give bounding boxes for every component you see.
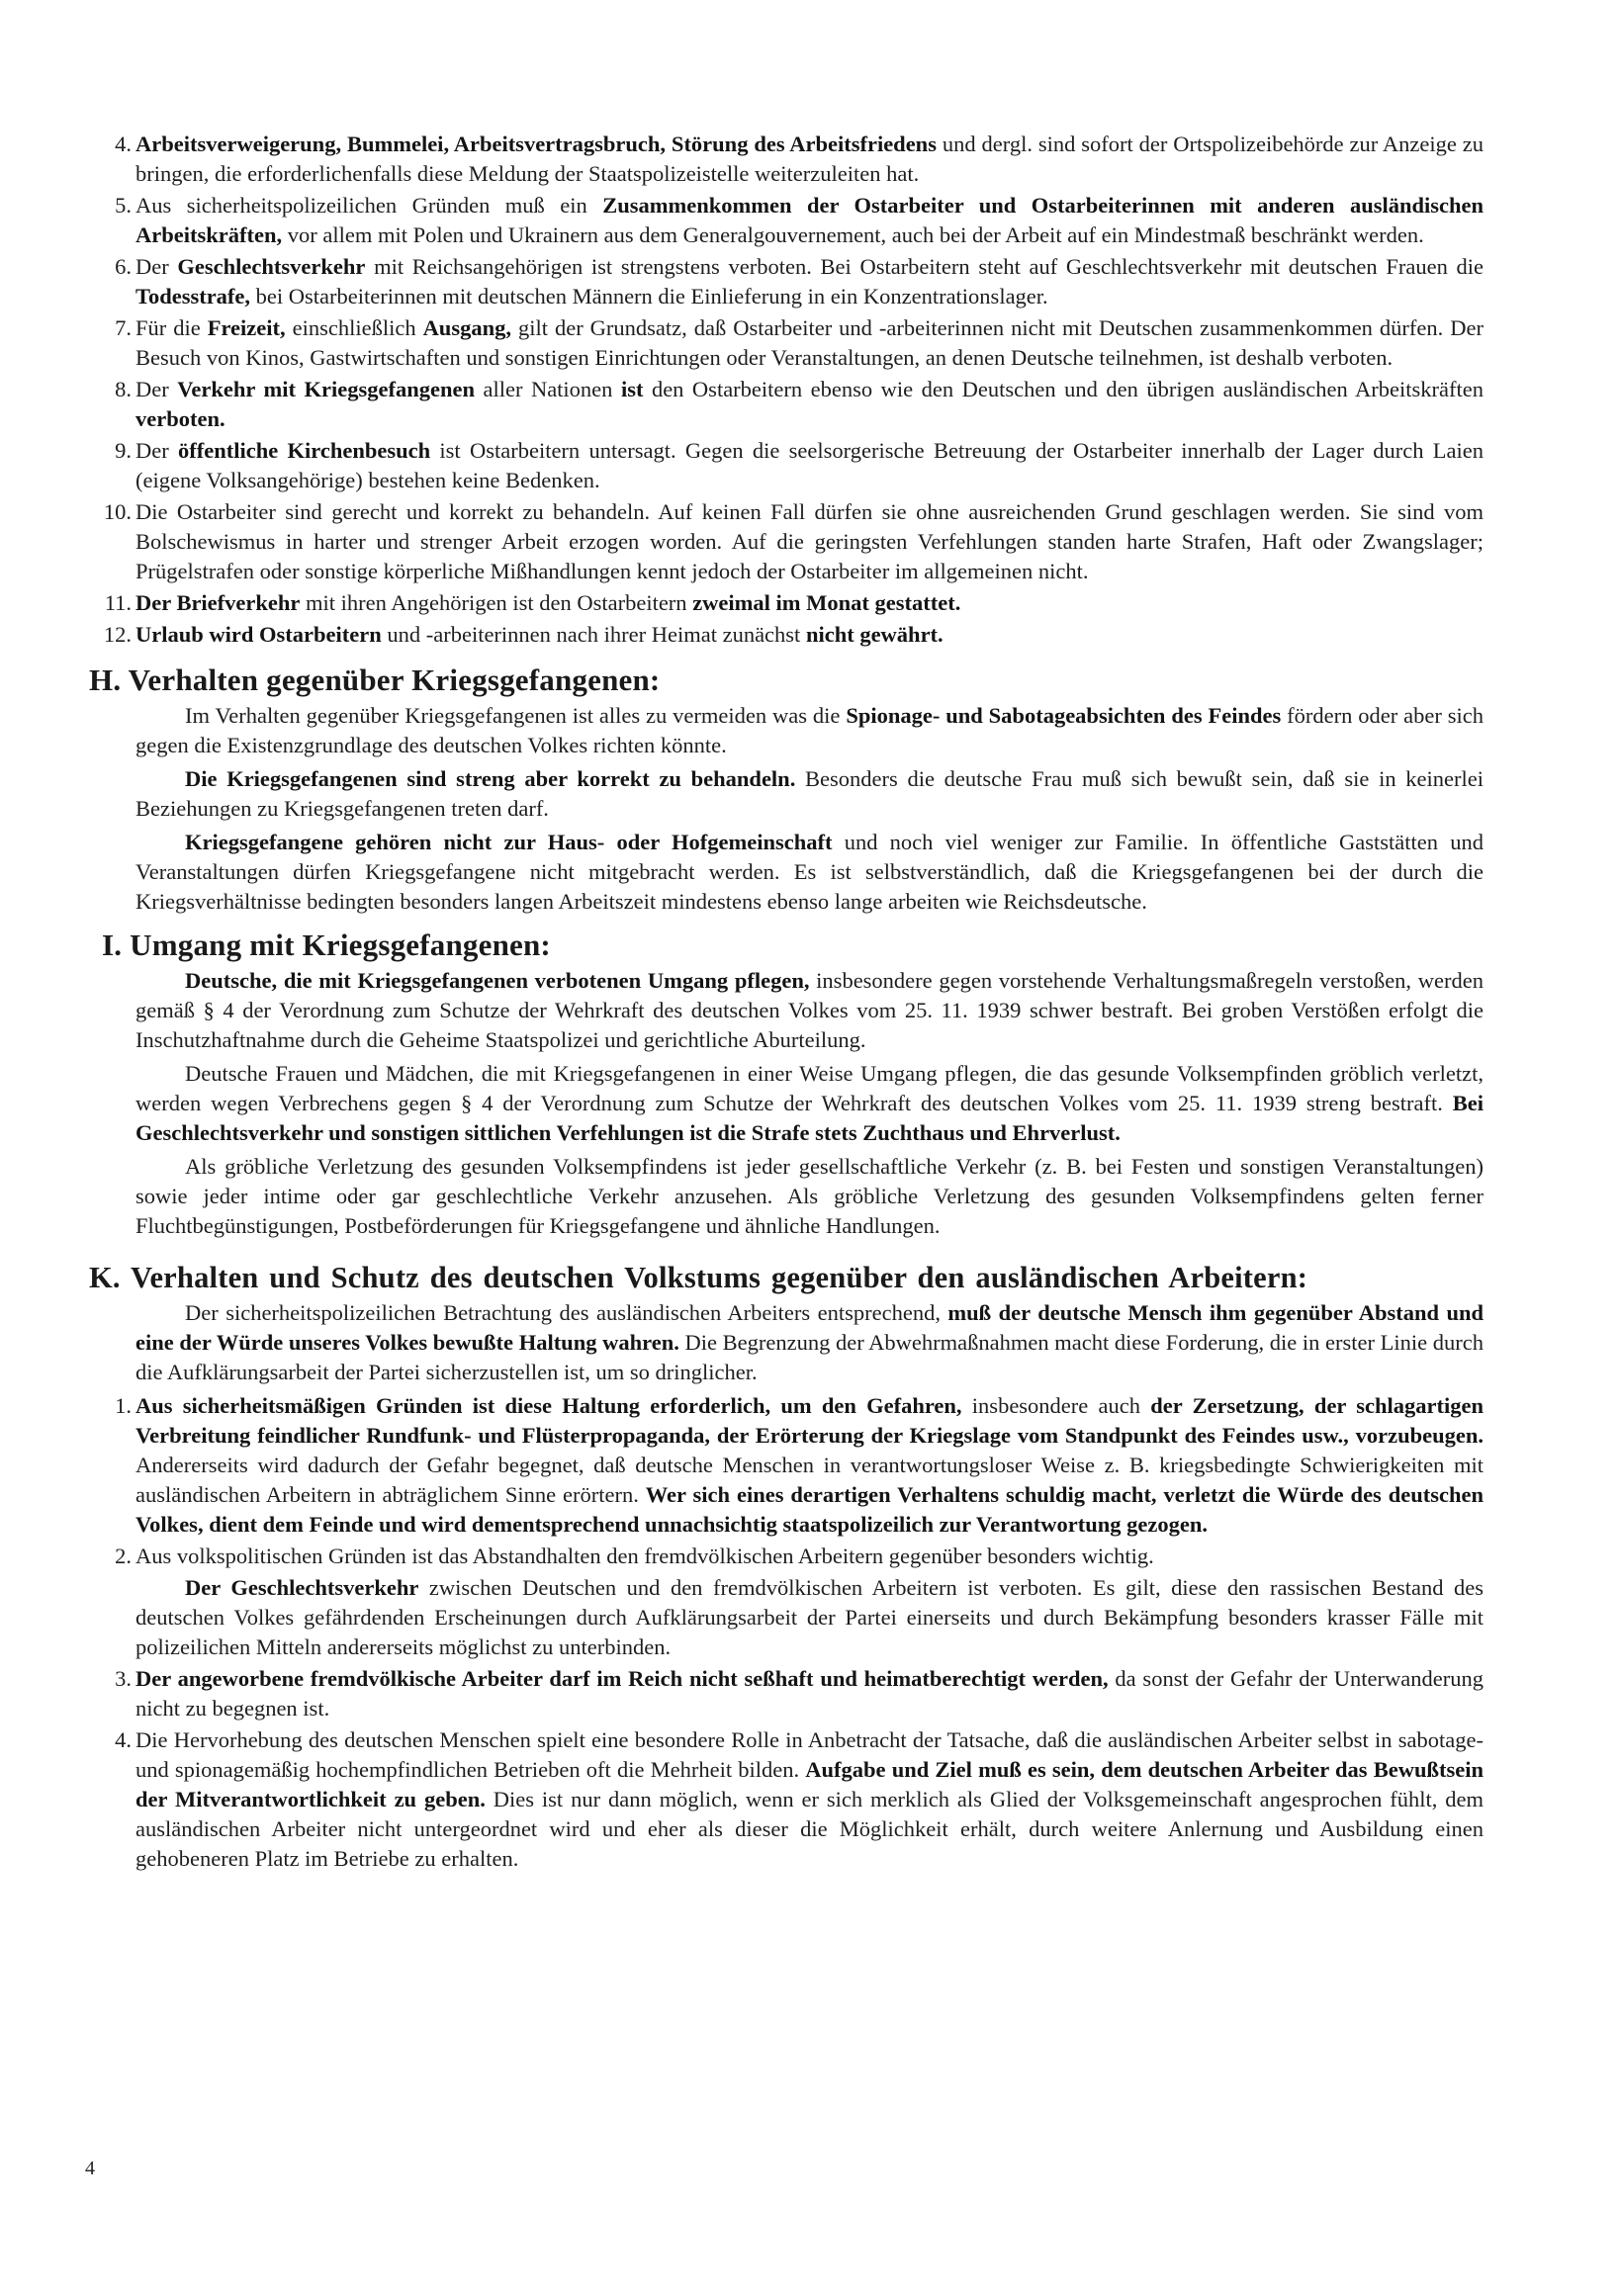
- section-k-heading: K. Verhalten und Schutz des deutschen Volkstums gegenüber den ausländischen Arbeitern:: [89, 1261, 1308, 1294]
- text-run: und -arbeiterinnen nach ihrer Heimat zunächst: [381, 622, 806, 647]
- section-k-intro: [97, 1298, 1484, 1387]
- text-column: [89, 130, 1484, 1876]
- paragraph: [97, 701, 1484, 760]
- text-run: Die Hervorhebung des deutschen Menschen spielt eine besondere Rolle in Anbetracht der Tatsache, daß die ausländischen Arbeiter selbst in sabotage- und spionagemäßig hochempfindlichen Betrieben oft die Mehrheit bilden.: [135, 1727, 1484, 1782]
- numbered-list-item: [97, 497, 1484, 586]
- list-item-text: [135, 132, 1484, 186]
- bold-text-run: Geschlechtsverkehr: [177, 254, 366, 279]
- numbered-list-item: [97, 620, 1484, 650]
- bold-text-run: Arbeitsverweigerung, Bummelei, Arbeitsvertragsbruch, Störung des Arbeitsfriedens: [135, 132, 937, 156]
- numbered-list-item: [97, 191, 1484, 250]
- text-run: bei Ostarbeiterinnen mit deutschen Männern die Einlieferung in ein Konzentrationslager.: [250, 284, 1048, 309]
- numbered-list-item: [97, 436, 1484, 495]
- bold-text-run: Kriegsgefangene gehören nicht zur Haus- oder Hofgemeinschaft: [185, 830, 833, 854]
- bold-text-run: Der Briefverkehr: [135, 590, 301, 615]
- text-run: Der: [135, 438, 179, 463]
- list-item-number: 1.: [115, 1393, 132, 1418]
- numbered-list-item: [97, 1725, 1484, 1874]
- bold-text-run: Aus sicherheitsmäßigen Gründen ist diese Haltung erforderlich, um den Gefahren,: [135, 1393, 962, 1418]
- text-run: ist Ostarbeitern untersagt. Gegen die seelsorgerische Betreuung der Ostarbeiter innerhalb der Lager durch Laien (eigene Volksangehörige) bestehen keine Bedenken.: [135, 438, 1484, 492]
- numbered-list-item: [97, 313, 1484, 373]
- list-item-text: [135, 254, 1484, 309]
- numbered-list-item: [97, 252, 1484, 311]
- text-run: insbesondere gegen vorstehende Verhaltungsmaßregeln verstoßen, werden gemäß § 4 der Verordnung zum Schutze der Wehrkraft des deutschen Volkes vom 25. 11. 1939 schwer bestraft. Bei groben Verstößen erfolgt die Inschutzhaftnahme durch die Geheime Staatspolizei und gerichtliche Aburteilung.: [135, 968, 1484, 1052]
- text-run: Die Begrenzung der Abwehrmaßnahmen macht diese Forderung, die in erster Linie durch die Aufklärungsarbeit der Partei sicherzustellen ist, um so dringlicher.: [135, 1330, 1484, 1384]
- list-item-text: [135, 499, 1484, 583]
- text-run: Besonders die deutsche Frau muß sich bewußt sein, daß sie in keinerlei Beziehungen zu Kriegsgefangenen treten darf.: [135, 766, 1484, 821]
- list-item-text: [135, 1727, 1484, 1871]
- text-run: Dies ist nur dann möglich, wenn er sich merklich als Glied der Volksgemeinschaft angesprochen fühlt, dem ausländischen Arbeiter nicht untergeordnet wird und eher als dieser die Möglichkeit erhält, durch weitere Anlernung und Ausbildung einen gehobeneren Platz im Betriebe zu erhalten.: [135, 1787, 1484, 1871]
- list-item-number: 5.: [115, 193, 132, 218]
- list-item-number: 10.: [103, 499, 132, 524]
- text-run: einschließlich: [285, 315, 423, 340]
- paragraph: [97, 1059, 1484, 1148]
- list-item-subparagraph: [97, 1573, 1484, 1662]
- list-item-number: 9.: [115, 438, 132, 463]
- list-item-text: [135, 193, 1484, 247]
- paragraph: [97, 1152, 1484, 1241]
- bold-text-run: verboten.: [135, 406, 225, 431]
- list-item-text: [135, 1393, 1484, 1537]
- numbered-list-item: [97, 130, 1484, 189]
- list-item-number: 4.: [115, 132, 132, 156]
- bold-text-run: Der Geschlechtsverkehr: [185, 1575, 419, 1600]
- text-run: Der: [135, 254, 178, 279]
- text-run: Die Ostarbeiter sind gerecht und korrekt zu behandeln. Auf keinen Fall dürfen sie ohne ausreichenden Grund geschlagen werden. Sie sind vom Bolschewismus in harter und strenger Arbeit erzogen worden. Auf die geringsten Verfehlungen standen harte Strafen, Haft oder Zwangslager; Prügelstrafen oder sonstige körperliche Mißhandlungen kennt jedoch der Ostarbeiter im allgemeinen nicht.: [135, 499, 1484, 583]
- bold-text-run: Todesstrafe,: [135, 284, 251, 309]
- text-run: mit ihren Angehörigen ist den Ostarbeitern: [300, 590, 693, 615]
- bold-text-run: Aufgabe und Ziel muß es sein, dem deutschen Arbeiter das Bewußtsein der Mitverantwortlichkeit zu geben.: [135, 1757, 1484, 1811]
- paragraph: [97, 966, 1484, 1055]
- text-run: Der: [135, 377, 178, 401]
- list-g: [97, 130, 1484, 650]
- bold-text-run: zweimal im Monat gestattet.: [692, 590, 961, 615]
- text-run: insbesondere auch: [961, 1393, 1151, 1418]
- text-run: Für die: [135, 315, 208, 340]
- text-run: Der sicherheitspolizeilichen Betrachtung des ausländischen Arbeiters entsprechend,: [185, 1300, 948, 1325]
- bold-text-run: Freizeit,: [207, 315, 286, 340]
- list-item-number: 3.: [115, 1666, 132, 1691]
- bold-text-run: der Zersetzung, der schlagartigen Verbreitung feindlicher Rundfunk- und Flüsterpropaganda, der Erörterung der Kriegslage vom Standpunkt des Feindes usw., vorzubeugen.: [135, 1393, 1484, 1448]
- list-item-number: 8.: [115, 377, 132, 401]
- text-run: Als gröbliche Verletzung des gesunden Volksempfindens ist jeder gesellschaftliche Verkehr (z. B. bei Festen und sonstigen Veranstaltungen) sowie jeder intime oder gar geschlechtliche Verkehr anzusehen. Als gröbliche Verletzung des gesunden Volksempfindens gelten ferner Fluchtbegünstigungen, Postbeförderungen für Kriegsgefangene und ähnliche Handlungen.: [135, 1154, 1484, 1238]
- bold-text-run: Die Kriegsgefangenen sind streng aber korrekt zu behandeln.: [185, 766, 796, 791]
- text-run: gilt der Grundsatz, daß Ostarbeiter und -arbeiterinnen nicht mit Deutschen zusammenkommen dürfen. Der Besuch von Kinos, Gastwirtschaften und sonstigen Einrichtungen oder Veranstaltungen, an denen Deutsche teilnehmen, ist deshalb verboten.: [135, 315, 1484, 370]
- section-i-heading: I. Umgang mit Kriegsgefangenen:: [102, 927, 551, 962]
- text-run: zwischen Deutschen und den fremdvölkischen Arbeitern ist verboten. Es gilt, diese den rassischen Bestand des deutschen Volkes gefährdenden Erscheinungen durch Aufklärungsarbeit der Partei einerseits und durch Bekämpfung besonders krasser Fälle mit polizeilichen Mitteln andererseits möglichst zu unterbinden.: [135, 1575, 1484, 1659]
- bold-text-run: Wer sich eines derartigen Verhaltens schuldig macht, verletzt die Würde des deutschen Volkes, dient dem Feinde und wird dementsprechend unnachsichtig staatspolizeilich zur Verantwortung gezogen.: [135, 1482, 1484, 1537]
- numbered-list-item: [97, 375, 1484, 434]
- section-i-body: [97, 966, 1484, 1241]
- text-run: aller Nationen: [474, 377, 621, 401]
- list-item-number: 11.: [104, 590, 132, 615]
- text-run: den Ostarbeitern ebenso wie den Deutschen und den übrigen ausländischen Arbeitskräften: [643, 377, 1484, 401]
- list-item-number: 4.: [115, 1727, 132, 1752]
- numbered-list-item: [97, 1391, 1484, 1540]
- section-h-heading: H. Verhalten gegenüber Kriegsgefangenen:: [89, 662, 661, 697]
- list-item-text: [135, 315, 1484, 370]
- text-run: Deutsche Frauen und Mädchen, die mit Kriegsgefangenen in einer Weise Umgang pflegen, die das gesunde Volksempfinden gröblich verletzt, werden wegen Verbrechens gegen § 4 der Verordnung zum Schutze der Wehrkraft des deutschen Volkes vom 25. 11. 1939 streng bestraft.: [135, 1061, 1484, 1115]
- list-item-text: [135, 590, 960, 615]
- bold-text-run: Verkehr mit Kriegsgefangenen: [177, 377, 475, 401]
- text-run: mit Reichsangehörigen ist strengstens verboten. Bei Ostarbeitern steht auf Geschlechtsverkehr mit deutschen Frauen die: [365, 254, 1484, 279]
- bold-text-run: Urlaub wird Ostarbeitern: [135, 622, 382, 647]
- list-item-number: 12.: [103, 622, 132, 647]
- list-item-text: [135, 1544, 1154, 1568]
- paragraph: [97, 764, 1484, 824]
- bold-text-run: Deutsche, die mit Kriegsgefangenen verbotenen Umgang pflegen,: [185, 968, 810, 993]
- text-run: Aus sicherheitspolizeilichen Gründen muß ein: [135, 193, 603, 218]
- text-run: fördern oder aber sich gegen die Existenzgrundlage des deutschen Volkes richten könnte.: [135, 703, 1484, 757]
- bold-text-run: Bei Geschlechtsverkehr und sonstigen sittlichen Verfehlungen ist die Strafe stets Zuchthaus und Ehrverlust.: [135, 1091, 1484, 1145]
- list-item-number: 2.: [115, 1544, 132, 1568]
- bold-text-run: Der angeworbene fremdvölkische Arbeiter darf im Reich nicht seßhaft und heimatberechtigt werden,: [135, 1666, 1109, 1691]
- list-item-number: 6.: [115, 254, 132, 279]
- text-run: Im Verhalten gegenüber Kriegsgefangenen ist alles zu vermeiden was die: [185, 703, 847, 728]
- text-run: Aus volkspolitischen Gründen ist das Abstandhalten den fremdvölkischen Arbeitern gegenüber besonders wichtig.: [135, 1544, 1154, 1568]
- text-run: vor allem mit Polen und Ukrainern aus dem Generalgouvernement, auch bei der Arbeit auf ein Mindestmaß beschränkt werden.: [282, 222, 1424, 247]
- bold-text-run: muß der deutsche Mensch ihm gegenüber Abstand und eine der Würde unseres Volkes bewußte Haltung wahren.: [135, 1300, 1484, 1355]
- section-k-list: [97, 1391, 1484, 1874]
- page-number: 4: [85, 2158, 95, 2179]
- section-h-body: [97, 701, 1484, 917]
- list-item-text: [135, 1666, 1484, 1721]
- list-item-number: 7.: [115, 315, 132, 340]
- text-run: und noch viel weniger zur Familie. In öffentliche Gaststätten und Veranstaltungen dürfen Kriegsgefangene nicht mitgebracht werden. Es ist selbstverständlich, daß die Kriegsgefangenen bei der durch die Kriegsverhältnisse bedingten besonders langen Arbeitszeit mindestens ebenso lange arbeiten wie Reichsdeutsche.: [135, 830, 1484, 914]
- bold-text-run: Zusammenkommen der Ostarbeiter und Ostarbeiterinnen mit anderen ausländischen Arbeitskräften,: [135, 193, 1484, 247]
- bold-text-run: Spionage- und Sabotageabsichten des Feindes: [846, 703, 1282, 728]
- bold-text-run: öffentliche Kirchenbesuch: [178, 438, 431, 463]
- bold-text-run: ist: [620, 377, 644, 401]
- text-run: da sonst der Gefahr der Unterwanderung nicht zu begegnen ist.: [135, 1666, 1484, 1721]
- list-item-text: [135, 377, 1484, 431]
- numbered-list-item: [97, 1542, 1484, 1571]
- bold-text-run: nicht gewährt.: [805, 622, 944, 647]
- paragraph: [97, 828, 1484, 917]
- bold-text-run: Ausgang,: [422, 315, 511, 340]
- numbered-list-item: [97, 588, 1484, 618]
- text-run: und dergl. sind sofort der Ortspolizeibehörde zur Anzeige zu bringen, die erforderlichenfalls diese Meldung der Staatspolizeistelle weiterzuleiten hat.: [135, 132, 1484, 186]
- numbered-list-item: [97, 1664, 1484, 1723]
- list-item-text: [135, 622, 944, 647]
- text-run: Andererseits wird dadurch der Gefahr begegnet, daß deutsche Menschen in verantwortungsloser Weise z. B. kriegsbedingte Schwierigkeiten mit ausländischen Arbeitern in abträglichem Sinne erörtern.: [135, 1453, 1484, 1507]
- list-item-text: [135, 438, 1484, 492]
